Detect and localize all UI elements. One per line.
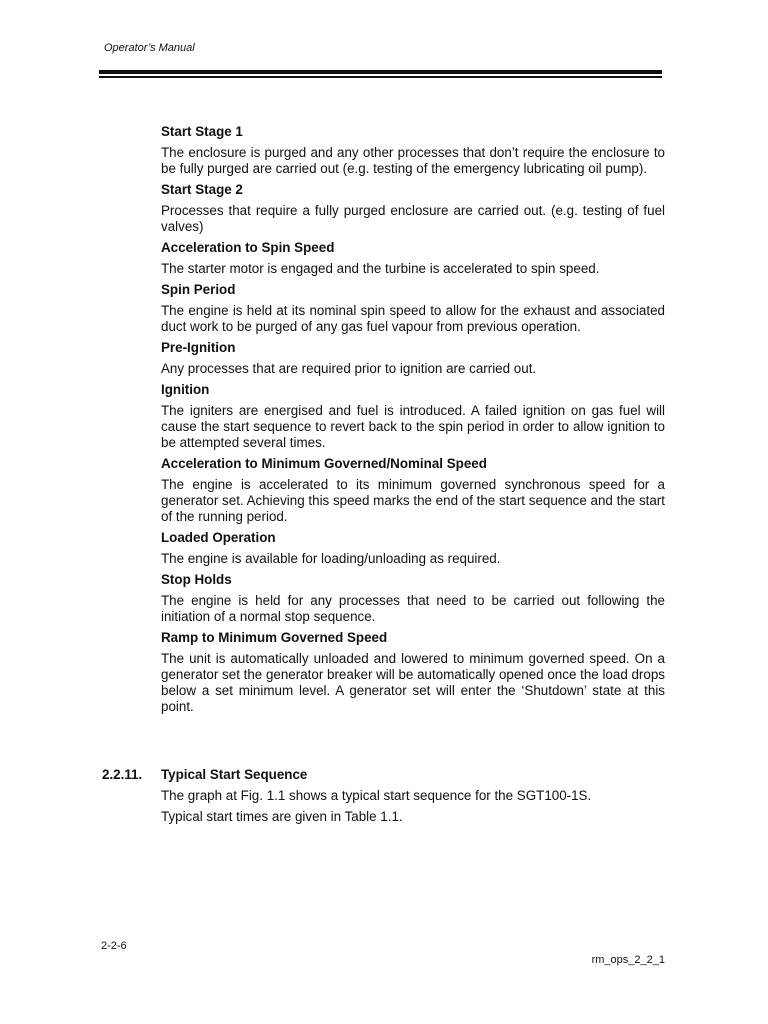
section-body: Any processes that are required prior to ignition are carried out. — [161, 361, 537, 376]
running-header: Operator’s Manual — [104, 42, 195, 54]
main-content — [161, 124, 665, 720]
section-heading: Loaded Operation — [161, 530, 276, 545]
section-heading: Pre-Ignition — [161, 340, 236, 355]
section-body: The engine is held for any processes that need to be carried out following the initiation of a normal stop sequence. — [161, 593, 665, 624]
subsection-block — [161, 767, 665, 830]
section-body: The engine is accelerated to its minimum governed synchronous speed for a generator set. Achieving this speed marks the end of the start sequence and the start of the running period. — [161, 477, 665, 524]
section-heading: Start Stage 1 — [161, 124, 243, 139]
section-body: The engine is available for loading/unloading as required. — [161, 551, 501, 566]
section-body: The unit is automatically unloaded and lowered to minimum governed speed. On a generator set the generator breaker will be automatically opened once the load drops below a set minimum level. A generator set will enter the ‘Shutdown’ state at this point. — [161, 651, 665, 714]
section-heading: Ramp to Minimum Governed Speed — [161, 630, 388, 645]
subsection-title: Typical Start Sequence — [161, 767, 308, 782]
page-number: 2-2-6 — [101, 940, 127, 952]
section-heading: Spin Period — [161, 282, 236, 297]
section-heading: Stop Holds — [161, 572, 232, 587]
subsection-paragraph: The graph at Fig. 1.1 shows a typical start sequence for the SGT100-1S. — [161, 788, 592, 803]
section-heading: Acceleration to Minimum Governed/Nominal Speed — [161, 456, 487, 471]
section-heading: Acceleration to Spin Speed — [161, 240, 335, 255]
document-reference: rm_ops_2_2_1 — [591, 954, 665, 966]
header-rule-thick — [99, 70, 662, 74]
section-body: The engine is held at its nominal spin speed to allow for the exhaust and associated duct work to be purged of any gas fuel vapour from previous operation. — [161, 303, 665, 334]
section-body: The starter motor is engaged and the turbine is accelerated to spin speed. — [161, 261, 600, 276]
section-heading: Ignition — [161, 382, 210, 397]
section-body: The igniters are energised and fuel is introduced. A failed ignition on gas fuel will cause the start sequence to revert back to the spin period in order to allow ignition to be attempted several times. — [161, 403, 665, 450]
header-rule-thin — [99, 76, 662, 78]
subsection-paragraph: Typical start times are given in Table 1.1. — [161, 809, 403, 824]
section-body: The enclosure is purged and any other processes that don’t require the enclosure to be fully purged are carried out (e.g. testing of the emergency lubricating oil pump). — [161, 145, 665, 176]
section-heading: Start Stage 2 — [161, 182, 243, 197]
section-body: Processes that require a fully purged enclosure are carried out. (e.g. testing of fuel valves) — [161, 203, 665, 234]
subsection-number: 2.2.11. — [102, 767, 143, 782]
